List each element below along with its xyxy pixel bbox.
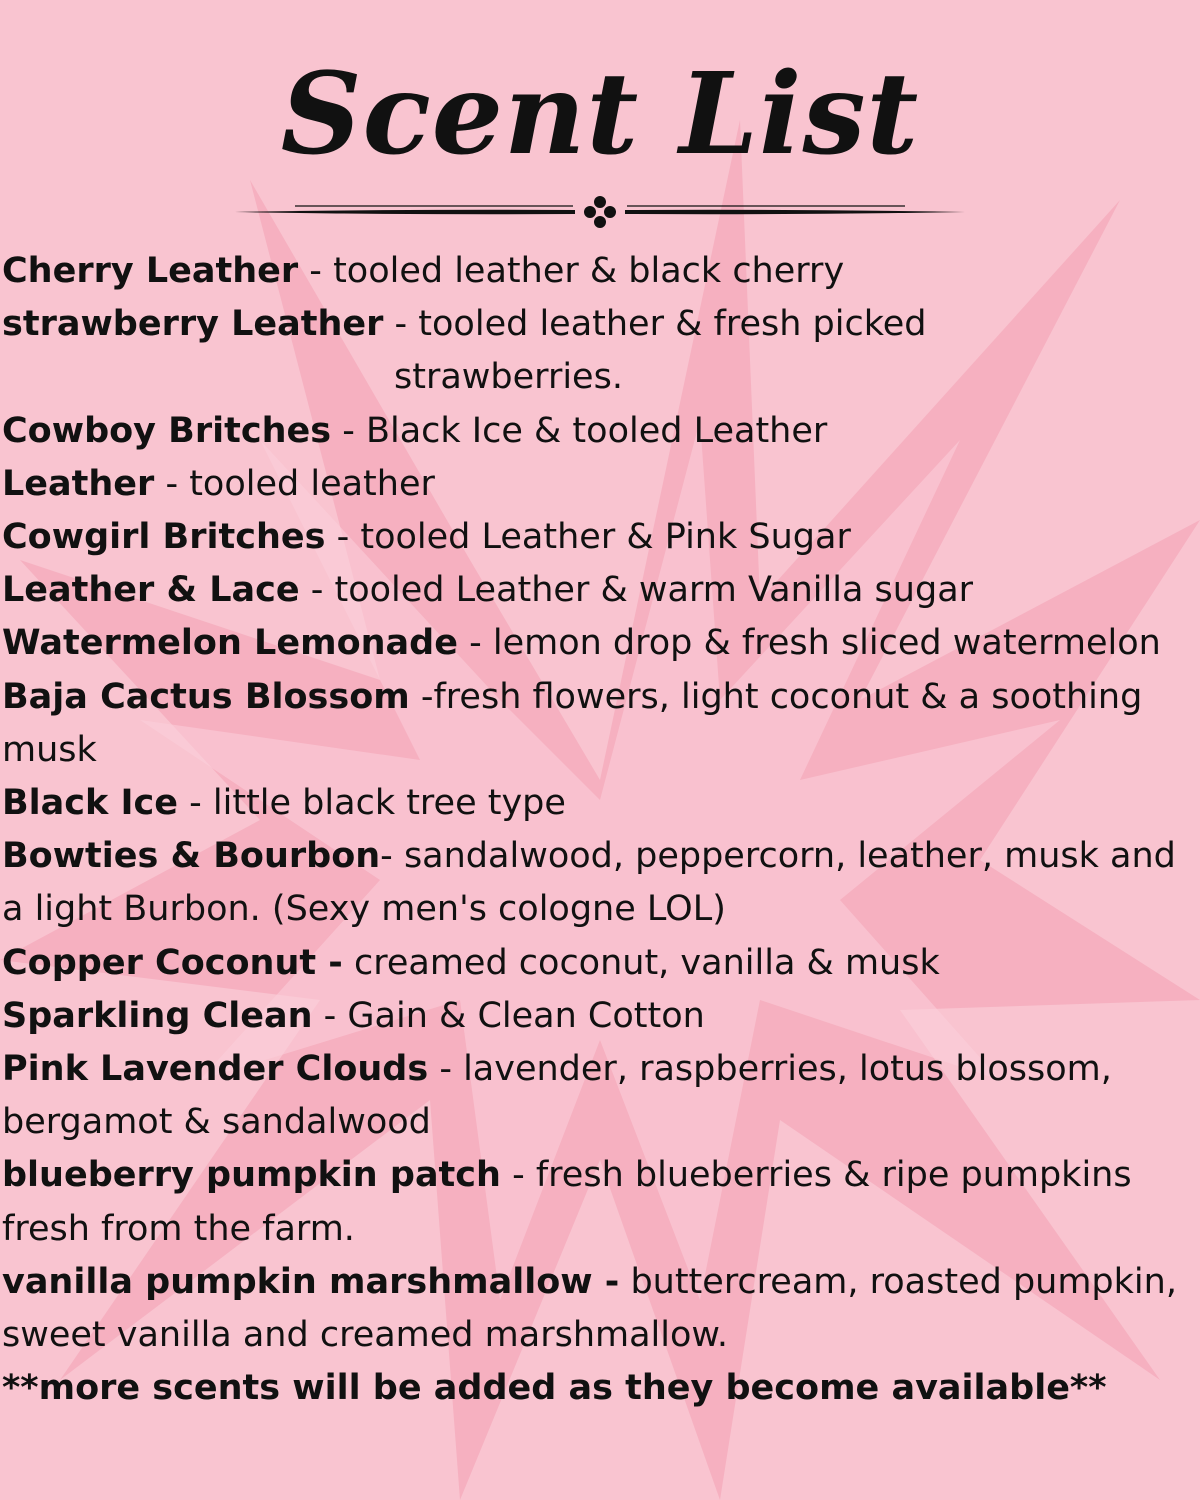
scent-separator xyxy=(619,1262,630,1302)
scent-separator: - xyxy=(380,836,404,877)
scent-separator: - xyxy=(312,995,348,1036)
scent-description: sandalwood, peppercorn, leather, musk and a light Burbon. (Sexy men's cologne LOL) xyxy=(2,836,1176,930)
page-title: Scent List xyxy=(280,49,920,180)
scent-separator: - xyxy=(298,251,334,291)
scent-description: buttercream, roasted pumpkin, sweet vanilla and creamed marshmallow. xyxy=(2,1261,1177,1356)
scent-description: tooled leather & fresh picked xyxy=(418,304,927,345)
scent-description: tooled leather & black cherry xyxy=(333,251,845,291)
scent-name: Pink Lavender Clouds xyxy=(2,1049,429,1090)
list-item xyxy=(2,405,1198,458)
scent-name: Leather & Lace xyxy=(2,570,300,611)
scent-description: fresh flowers, light coconut & a soothing musk xyxy=(2,676,1143,770)
scent-separator: - xyxy=(428,1049,464,1090)
scent-name: Baja Cactus Blossom xyxy=(2,676,410,717)
scent-description: little black tree type xyxy=(212,783,566,824)
list-item xyxy=(2,671,1198,777)
scent-description: Black Ice & tooled Leather xyxy=(365,410,828,451)
scent-name: vanilla pumpkin marshmallow - xyxy=(2,1261,620,1302)
scent-description: lavender, raspberries, lotus blossom, bergamot & sandalwood xyxy=(2,1049,1112,1143)
scent-description: tooled Leather & warm Vanilla sugar xyxy=(334,570,974,611)
list-item xyxy=(2,617,1198,670)
scent-separator: - xyxy=(409,676,434,717)
list-item xyxy=(2,564,1198,617)
scent-separator: - xyxy=(154,463,190,504)
list-item xyxy=(2,511,1198,564)
scent-separator: - xyxy=(500,1155,536,1196)
list-item xyxy=(2,1256,1198,1362)
footer-note: **more scents will be added as they become available** xyxy=(2,1368,1107,1409)
scent-name: blueberry pumpkin patch xyxy=(2,1155,501,1196)
scent-name: Cowboy Britches xyxy=(2,410,332,451)
scent-name: strawberry Leather xyxy=(2,304,384,345)
scent-name: Bowties & Bourbon xyxy=(2,836,381,877)
scent-name: Cherry Leather xyxy=(2,251,299,291)
list-item xyxy=(2,937,1198,990)
list-item xyxy=(2,830,1198,936)
list-item xyxy=(2,777,1198,830)
scent-list xyxy=(2,245,1198,1415)
scent-description: Gain & Clean Cotton xyxy=(347,995,705,1036)
scent-name: Cowgirl Britches xyxy=(2,517,326,558)
scent-separator: - xyxy=(325,517,361,558)
list-item xyxy=(2,990,1198,1043)
title-divider xyxy=(235,192,965,232)
list-item xyxy=(2,245,1198,298)
scent-separator: - xyxy=(331,410,366,451)
list-item xyxy=(2,1149,1198,1255)
scent-separator xyxy=(343,943,354,983)
list-item xyxy=(2,1043,1198,1149)
scent-separator: - xyxy=(299,570,335,611)
scent-name: Leather xyxy=(2,463,155,504)
scent-separator: - xyxy=(178,783,213,824)
fleur-ornament-icon xyxy=(584,196,616,228)
scent-name: Sparkling Clean xyxy=(2,995,313,1036)
scent-name: Copper Coconut - xyxy=(2,942,343,983)
scent-separator: - xyxy=(457,623,493,664)
scent-name: Watermelon Lemonade xyxy=(2,623,458,664)
scent-description: tooled leather xyxy=(189,463,435,504)
scent-description: tooled Leather & Pink Sugar xyxy=(360,517,851,558)
list-item xyxy=(2,458,1198,511)
scent-separator: - xyxy=(383,304,419,345)
scent-description: creamed coconut, vanilla & musk xyxy=(353,942,940,983)
scent-description: lemon drop & fresh sliced watermelon xyxy=(492,623,1161,664)
scent-description: fresh blueberries & ripe pumpkins fresh from the farm. xyxy=(2,1155,1132,1249)
scent-description-continued: strawberries. xyxy=(394,357,623,398)
scent-name: Black Ice xyxy=(2,783,179,824)
list-item xyxy=(2,298,1198,404)
